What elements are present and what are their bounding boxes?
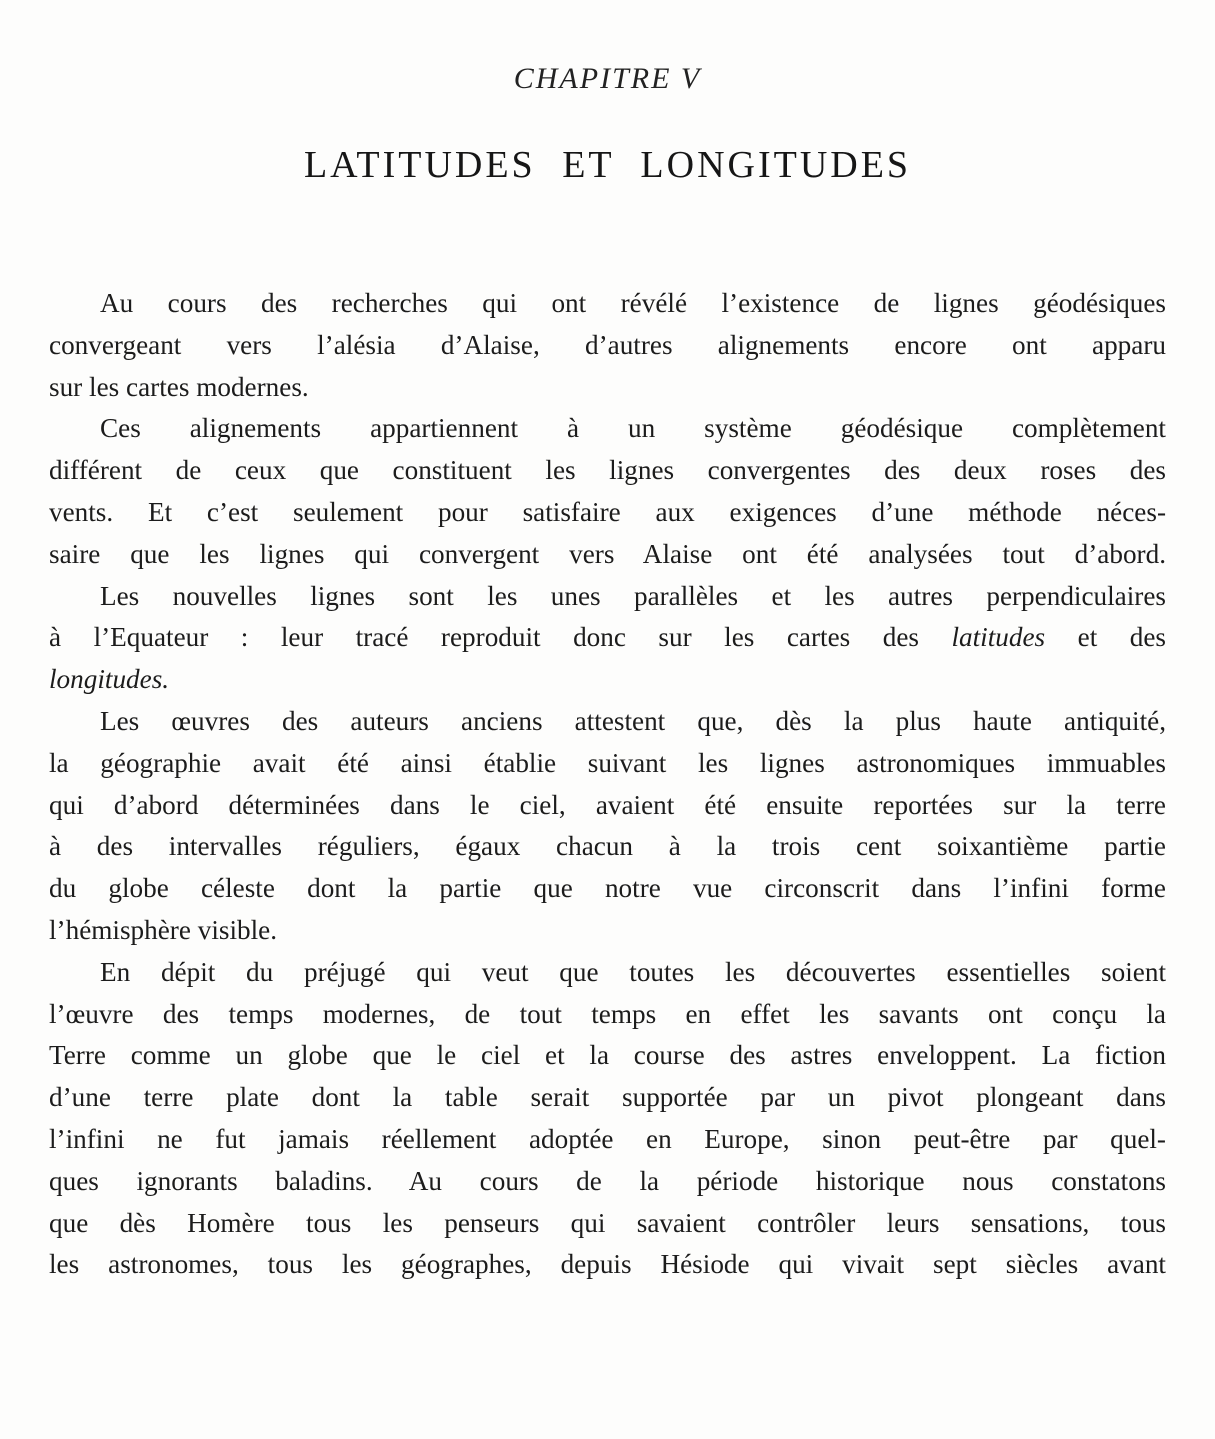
text-line: ques ignorants baladins. Au cours de la période historique nous constatons [49,1165,1166,1196]
text-line: que dès Homère tous les penseurs qui savaient contrôler leurs sensations, tous [49,1207,1166,1238]
text-segment: à l’Equateur : leur tracé reproduit donc sur les cartes des [49,622,919,653]
paragraph [49,408,1166,575]
text-line: Ces alignements appartiennent à un système géodésique complètement [100,413,1166,444]
body-text [49,283,1166,1286]
italic-term: latitudes [951,622,1046,653]
text-line: Les œuvres des auteurs anciens attestent que, dès la plus haute antiquité, [100,705,1166,736]
text-line: différent de ceux que constituent les lignes convergentes des deux roses des [49,455,1166,486]
text-line: l’œuvre des temps modernes, de tout temps en effet les savants ont conçu la [49,998,1166,1029]
text-line: qui d’abord déterminées dans le ciel, avaient été ensuite reportées sur la terre [49,789,1166,820]
text-line: saire que les lignes qui convergent vers Alaise ont été analysées tout d’abord. [49,538,1166,569]
text-line: Terre comme un globe que le ciel et la course des astres enveloppent. La fiction [49,1040,1166,1071]
text-line: sur les cartes modernes. [49,371,309,402]
text-line: Au cours des recherches qui ont révélé l’existence de lignes géodésiques [100,288,1166,318]
italic-term: longitudes. [49,664,170,695]
paragraph [49,701,1166,952]
text-line: l’hémisphère visible. [49,914,278,945]
text-line: Les nouvelles lignes sont les unes parallèles et les autres perpendiculaires [100,580,1166,611]
text-line: à des intervalles réguliers, égaux chacun à la trois cent soixantième partie [49,831,1166,862]
text-line: la géographie avait été ainsi établie suivant les lignes astronomiques immuables [49,747,1166,778]
paragraph [49,576,1166,701]
text-line: vents. Et c’est seulement pour satisfaire aux exigences d’une méthode néces- [49,496,1166,527]
text-line: d’une terre plate dont la table serait supportée par un pivot plongeant dans [49,1082,1166,1113]
text-line: les astronomes, tous les géographes, depuis Hésiode qui vivait sept siècles avant [49,1249,1166,1280]
text-line: En dépit du préjugé qui veut que toutes les découvertes essentielles soient [100,956,1166,987]
paragraph [49,952,1166,1286]
chapter-label: CHAPITRE V [513,62,702,95]
text-segment: et des [1077,622,1167,653]
text-line [49,617,1166,659]
chapter-title: LATITUDES ET LONGITUDES [303,144,912,186]
text-line: convergeant vers l’alésia d’Alaise, d’autres alignements encore ont apparu [49,329,1166,360]
text-line [49,659,1166,701]
text-line: l’infini ne fut jamais réellement adoptée en Europe, sinon peut-être par quel- [49,1123,1166,1154]
text-line: du globe céleste dont la partie que notre vue circonscrit dans l’infini forme [49,873,1166,904]
paragraph [49,283,1166,408]
